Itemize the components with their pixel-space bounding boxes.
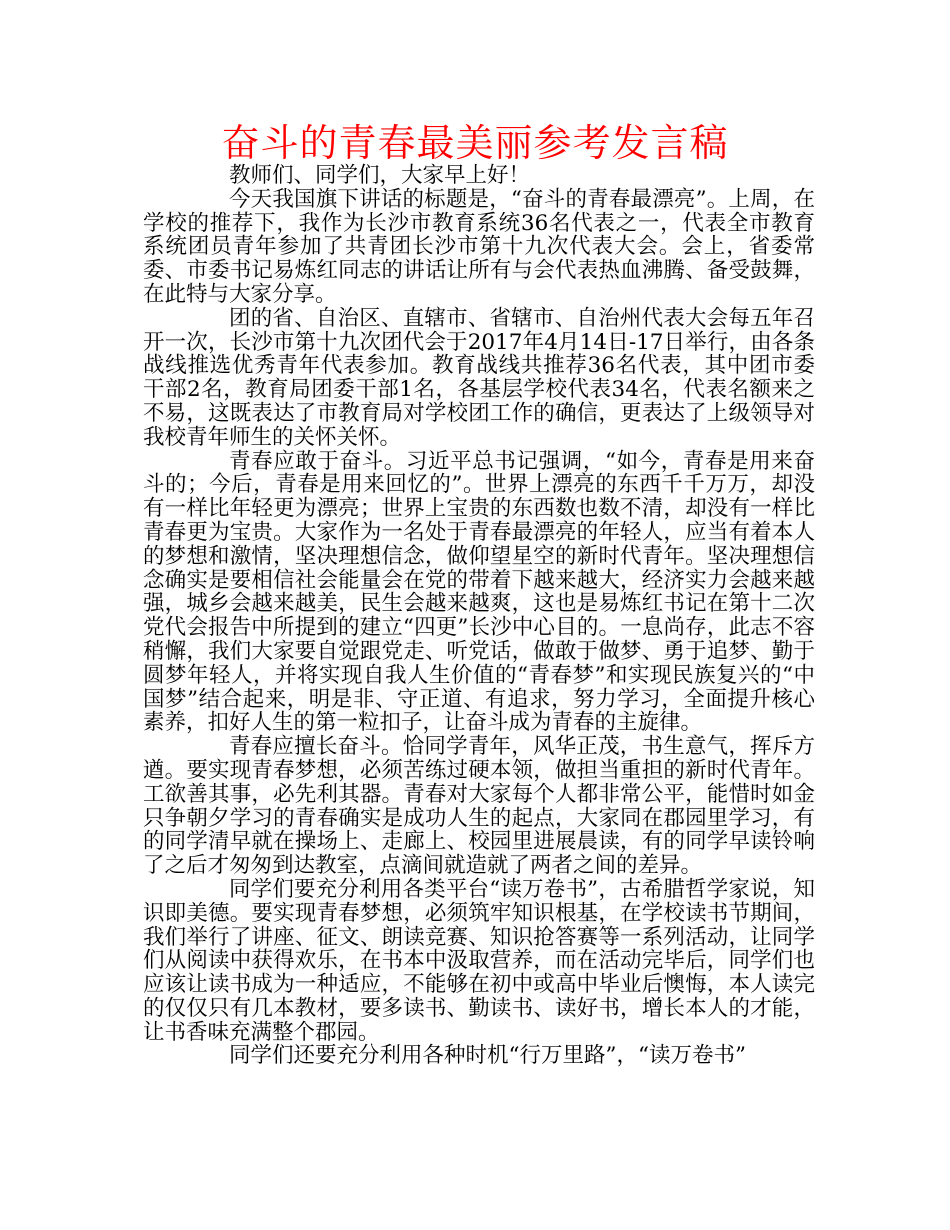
dare-to-strive-paragraph: 青春应敢于奋斗。习近平总书记强调，“如今，青春是用来奋斗的；今后，青春是用来回忆的”。世界上漂亮的东西千千万万，却没有一样比年轻更为漂亮；世界上宝贵的东西数也数不清，却没有一样比青春更为宝贵。大家作为一名处于青春最漂亮的年轻人，应当有着本人的梦想和激情，坚决理想信念，做仰望星空的新时代青年。坚决理想信念确实是要相信社会能量会在党的带着下越来越大，经济实力会越来越强，城乡会越来越美，民生会越来越爽，这也是易炼红书记在第十二次党代会报告中所提到的建立“四更”长沙中心目的。一息尚存，此志不容稍懈，我们大家要自觉跟党走、听党话，做敢于做梦、勇于追梦、勤于圆梦年轻人，并将实现自我人生价值的“青春梦”和实现民族复兴的“中国梦”结合起来，明是非、守正道、有追求，努力学习，全面提升核心素养，扣好人生的第一粒扣子，让奋斗成为青春的主旋律。 [143, 448, 815, 736]
good-at-striving-paragraph: 青春应擅长奋斗。恰同学青年，风华正茂，书生意气，挥斥方遒。要实现青春梦想，必须苦练过硬本领，做担当重担的新时代青年。工欲善其事，必先利其器。青春对大家每个人都非常公平，能惜时如金只争朝夕学习的青春确实是成功人生的起点，大家同在郡园里学习，有的同学清早就在操场上、走廊上、校园里进展晨读，有的同学早读铃响了之后才匆匆到达教室，点滴间就造就了两者之间的差异。 [143, 734, 815, 879]
intro-paragraph: 今天我国旗下讲话的标题是，“奋斗的青春最漂亮”。上周，在学校的推荐下，我作为长沙市教育系统36名代表之一，代表全市教育系统团员青年参加了共青团长沙市第十九次代表大会。会上，省委常委、市委书记易炼红同志的讲话让所有与会代表热血沸腾、备受鼓舞，在此特与大家分享。 [143, 186, 815, 307]
document-body [143, 164, 815, 1068]
travel-paragraph: 同学们还要充分利用各种时机“行万里路”，“读万卷书” [229, 1043, 746, 1069]
congress-paragraph: 团的省、自治区、直辖市、省辖市、自治州代表大会每五年召开一次，长沙市第十九次团代会于2017年4月14日-17日举行，由各条战线推选优秀青年代表参加。教育战线共推荐36名代表，其中团市委干部2名，教育局团委干部1名，各基层学校代表34名，代表名额来之不易，这既表达了市教育局对学校团工作的确信，更表达了上级领导对我校青年师生的关怀关怀。 [143, 305, 815, 450]
greeting-paragraph: 教师们、同学们，大家早上好！ [229, 163, 531, 188]
document-title: 奋斗的青春最美丽参考发言稿 [221, 121, 729, 165]
reading-paragraph: 同学们要充分利用各类平台“读万卷书”，古希腊哲学家说，知识即美德。要实现青春梦想，必须筑牢知识根基，在学校读书节期间，我们举行了讲座、征文、朗读竞赛、知识抢答赛等一系列活动，让同学们从阅读中获得欢乐，在书本中汲取营养，而在活动完毕后，同学们也应该让读书成为一种适应，不能够在初中或高中毕业后懊悔，本人读完的仅仅只有几本教材，要多读书、勤读书、读好书，增长本人的才能，让书香味充满整个郡园。 [143, 876, 815, 1045]
